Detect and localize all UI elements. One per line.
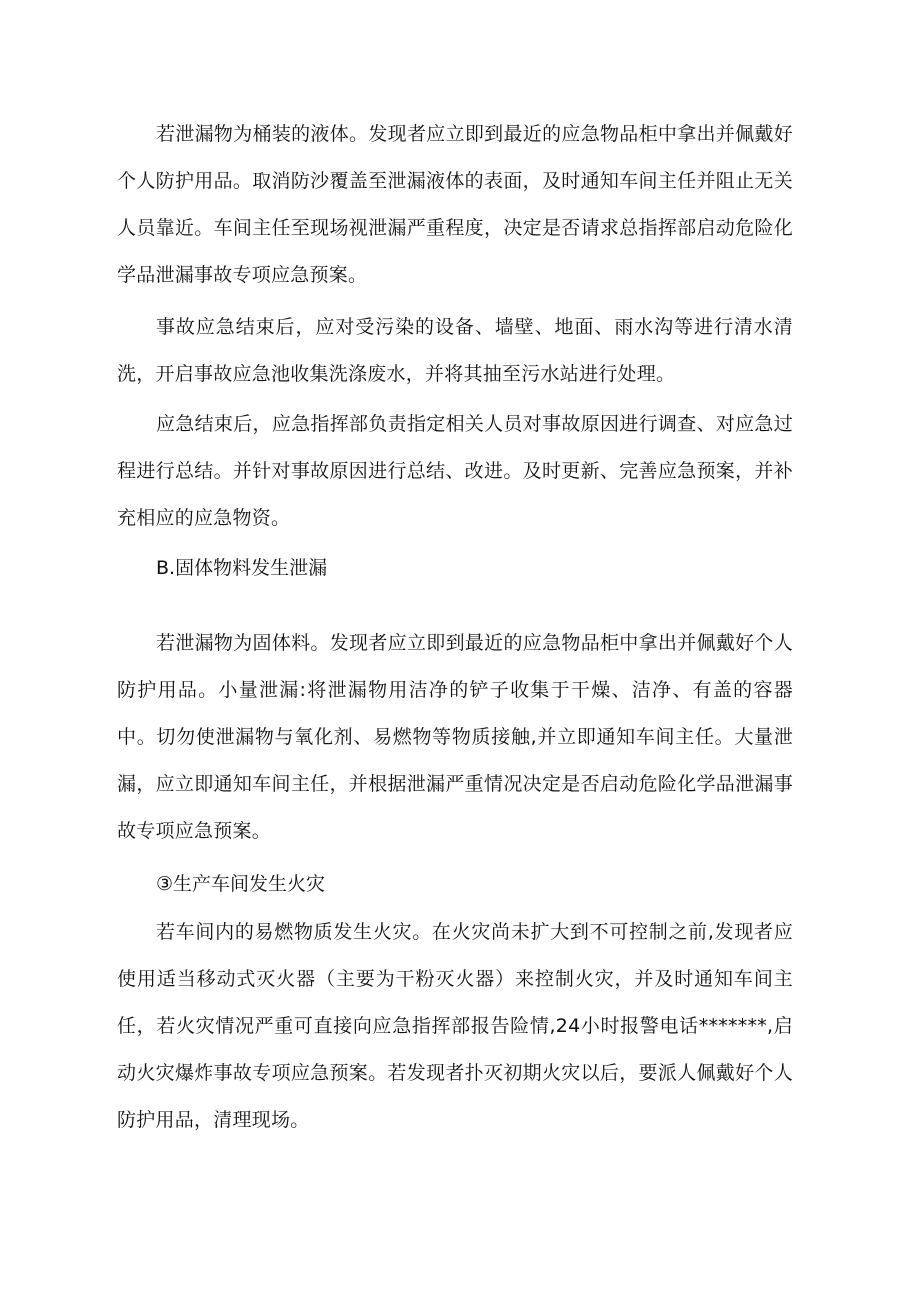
paragraph-solid-leak: 若泄漏物为固体料。发现者应立即到最近的应急物品柜中拿出并佩戴好个人防护用品。小量泄漏:将泄漏物用洁净的铲子收集于干燥、洁净、有盖的容器中。切勿使泄漏物与氧化剂、易燃物等物质接触,并立即通知车间主任。大量泄漏，应立即通知车间主任，并根据泄漏严重情况决定是否启动危险化学品泄漏事故专项应急预案。 bbox=[117, 632, 793, 842]
paragraph-cleanup: 事故应急结束后，应对受污染的设备、墙壁、地面、雨水沟等进行清水清洗，开启事故应急池收集洗涤废水，并将其抽至污水站进行处理。 bbox=[117, 316, 793, 385]
section-heading-solid-leak: B.固体物料发生泄漏 bbox=[156, 557, 328, 579]
section-heading-fire: ③生产车间发生火灾 bbox=[156, 873, 326, 895]
paragraph-post-emergency: 应急结束后，应急指挥部负责指定相关人员对事故原因进行调查、对应急过程进行总结。并针对事故原因进行总结、改进。及时更新、完善应急预案，并补充相应的应急物资。 bbox=[117, 413, 793, 529]
paragraph-liquid-leak: 若泄漏物为桶装的液体。发现者应立即到最近的应急物品柜中拿出并佩戴好个人防护用品。取消防沙覆盖至泄漏液体的表面，及时通知车间主任并阻止无关人员靠近。车间主任至现场视泄漏严重程度，决定是否请求总指挥部启动危险化学品泄漏事故专项应急预案。 bbox=[117, 123, 793, 286]
paragraph-fire: 若车间内的易燃物质发生火灾。在火灾尚未扩大到不可控制之前,发现者应使用适当移动式灭火器（主要为干粉灭火器）来控制火灾，并及时通知车间主任，若火灾情况严重可直接向应急指挥部报告险情,24小时报警电话*******,启动火灾爆炸事故专项应急预案。若发现者扑灭初期火灾以后，要派人佩戴好个人防护用品，清理现场。 bbox=[117, 921, 793, 1131]
